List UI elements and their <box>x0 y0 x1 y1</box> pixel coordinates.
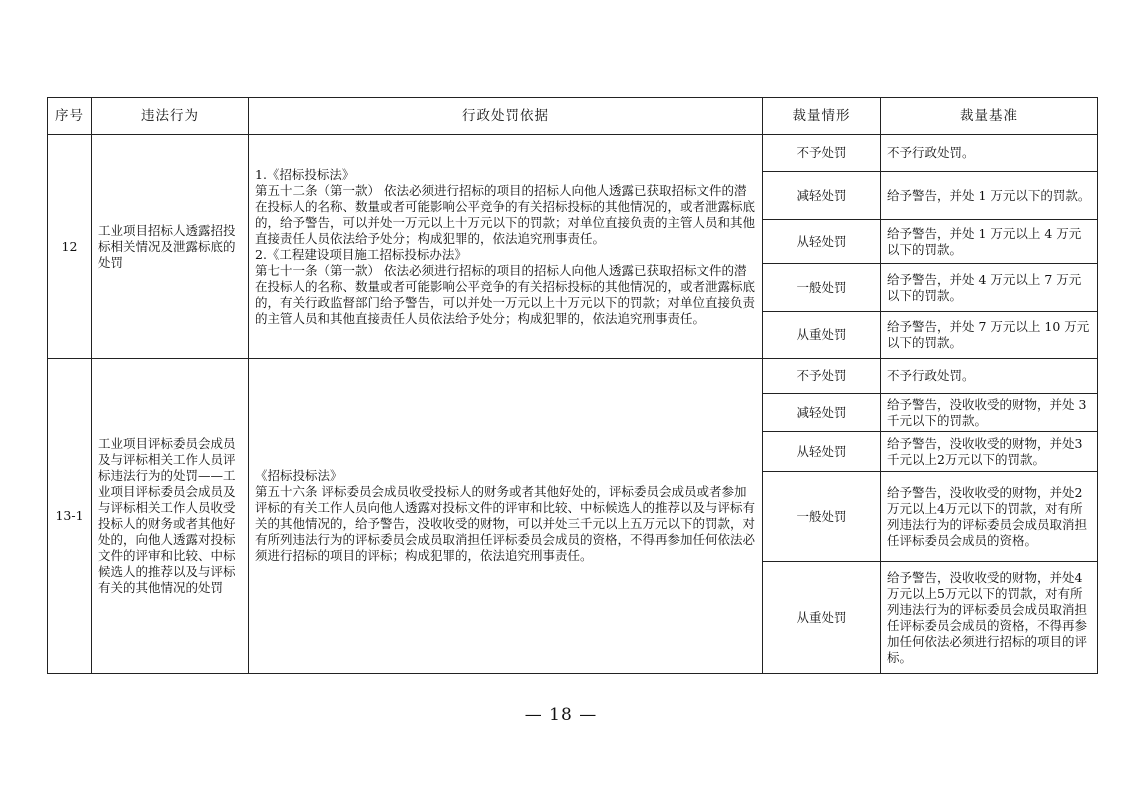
standard-cell: 给予警告，没收收受的财物，并处 3 千元以下的罚款。 <box>881 394 1098 432</box>
standard-cell: 不予行政处罚。 <box>881 359 1098 394</box>
header-legal-basis: 行政处罚依据 <box>249 98 763 135</box>
standard-cell: 不予行政处罚。 <box>881 135 1098 172</box>
header-no: 序号 <box>48 98 92 135</box>
violation-description: 工业项目评标委员会成员及与评标相关工作人员评标违法行为的处罚——工业项目评标委员会成员及与评标相关工作人员收受投标人的财务或者其他好处的，向他人透露对投标文件的评审和比较、中标候选人的推荐以及与评标有关的其他情况的处罚 <box>92 359 249 674</box>
table-header-row <box>48 98 1098 135</box>
situation-cell: 从重处罚 <box>763 312 881 359</box>
situation-cell: 从轻处罚 <box>763 220 881 264</box>
situation-cell: 减轻处罚 <box>763 394 881 432</box>
standard-cell: 给予警告，并处 4 万元以上 7 万元以下的罚款。 <box>881 264 1098 312</box>
basis-line: 1.《招标投标法》 <box>255 166 355 182</box>
standard-cell: 给予警告，并处 7 万元以上 10 万元以下的罚款。 <box>881 312 1098 359</box>
basis-line: 第五十六条 评标委员会成员收受投标人的财务或者其他好处的，评标委员会成员或者参加评标的有关工作人员向他人透露对投标文件的评审和比较、中标候选人的推荐以及与评标有关的其他情况的，给予警告，没收收受的财物，可以并处三千元以上五万元以下的罚款，对有所列违法行为的评标委员会成员取消担任评标委员会成员的资格，不得再参加任何依法必须进行招标的项目的评标；构成犯罪的，依法追究刑事责任。 <box>255 484 756 563</box>
penalty-discretion-table <box>47 97 1098 674</box>
situation-cell: 不予处罚 <box>763 359 881 394</box>
header-violation: 违法行为 <box>92 98 249 135</box>
situation-cell: 从重处罚 <box>763 562 881 674</box>
standard-cell: 给予警告，没收收受的财物，并处3千元以上2万元以下的罚款。 <box>881 432 1098 472</box>
legal-basis <box>249 359 763 674</box>
header-situation: 裁量情形 <box>763 98 881 135</box>
basis-line: 第七十一条（第一款） 依法必须进行招标的项目的招标人向他人透露已获取招标文件的潜在投标人的名称、数量或者可能影响公平竞争的有关招标投标的其他情况的，或者泄露标底的，有关行政监督部门给予警告，可以并处一万元以上十万元以下的罚款；对单位直接负责的主管人员和其他直接责任人员依法给予处分；构成犯罪的，依法追究刑事责任。 <box>255 262 756 326</box>
situation-cell: 从轻处罚 <box>763 432 881 472</box>
basis-line: 《招标投标法》 <box>255 468 343 483</box>
situation-cell: 减轻处罚 <box>763 172 881 220</box>
page-number: — 18 — <box>524 705 598 725</box>
standard-cell: 给予警告，没收收受的财物，并处4万元以上5万元以下的罚款，对有所列违法行为的评标委员会成员取消担任评标委员会成员的资格，不得再参加任何依法必须进行招标的项目的评标。 <box>881 562 1098 674</box>
standard-cell: 给予警告，没收收受的财物，并处2万元以上4万元以下的罚款，对有所列违法行为的评标委员会成员取消担任评标委员会成员的资格。 <box>881 472 1098 562</box>
legal-basis <box>249 135 763 359</box>
situation-cell: 一般处罚 <box>763 472 881 562</box>
table-row <box>48 359 1098 394</box>
violation-description: 工业项目招标人透露招投标相关情况及泄露标底的处罚 <box>92 135 249 359</box>
situation-cell: 一般处罚 <box>763 264 881 312</box>
basis-line: 第五十二条（第一款） 依法必须进行招标的项目的招标人向他人透露已获取招标文件的潜在投标人的名称、数量或者可能影响公平竞争的有关招标投标的其他情况的，或者泄露标底的，给予警告，可以并处一万元以上十万元以下的罚款；对单位直接负责的主管人员和其他直接责任人员依法给予处分；构成犯罪的，依法追究刑事责任。 <box>255 182 756 246</box>
situation-cell: 不予处罚 <box>763 135 881 172</box>
header-standard: 裁量基准 <box>881 98 1098 135</box>
row-number: 13-1 <box>48 359 92 674</box>
standard-cell: 给予警告，并处 1 万元以下的罚款。 <box>881 172 1098 220</box>
standard-cell: 给予警告，并处 1 万元以上 4 万元以下的罚款。 <box>881 220 1098 264</box>
row-number: 12 <box>48 135 92 359</box>
table-row <box>48 135 1098 172</box>
basis-line: 2.《工程建设项目施工招标投标办法》 <box>255 246 467 262</box>
